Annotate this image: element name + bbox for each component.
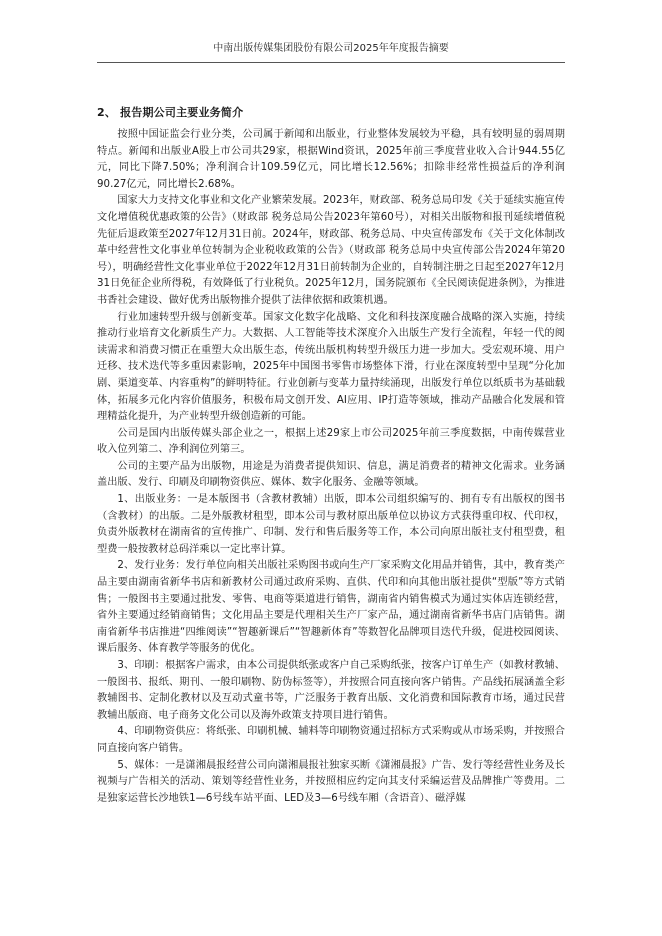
section-heading: 2、 报告期公司主要业务简介 (97, 106, 244, 119)
paragraph-publishing-business: 1、出版业务：一是本版图书（含教材教辅）出版，即本公司组织编写的、拥有专有出版权的图书（含教材）的出版。二是外版教材租型，即本公司与教材原出版单位以协议方式获得重印权、代印权，负责外版教材在湖南省的宣传推广、印制、发行和售后服务等工作，本公司向原出版社支付租型费，租型费一般按教材总码洋乘以一定比率计算。 (97, 494, 565, 555)
paragraph-printing-supplies: 4、印刷物资供应：将纸张、印刷机械、辅料等印刷物资通过招标方式采购或从市场采购，并按照合同直接向客户销售。 (97, 726, 565, 754)
paragraph-industry-overview: 按照中国证监会行业分类，公司属于新闻和出版业，行业整体发展较为平稳，具有较明显的弱周期特点。新闻和出版业A股上市公司共29家，根据Wind资讯，2025年前三季度营业收入合计944.55亿元，同比下降7.50%；净利润合计109.59亿元，同比增长12.56%；扣除非经常性损益后的净利润90.27亿元，同比增长2.68%。 (97, 129, 565, 190)
paragraph-company-position: 公司是国内出版传媒头部企业之一，根据上述29家上市公司2025年前三季度数据，中南传媒营业收入位列第二、净利润位列第三。 (97, 427, 565, 456)
paragraph-main-products: 公司的主要产品为出版物，用途是为消费者提供知识、信息，满足消费者的精神文化需求。业务涵盖出版、发行、印刷及印刷物资供应、媒体、数字化服务、金融等领域。 (97, 460, 565, 489)
paragraph-industry-transformation: 行业加速转型升级与创新变革。国家文化数字化战略、文化和科技深度融合战略的深入实施，持续推动行业培育文化新质生产力。大数据、人工智能等技术深度介入出版生产发行全流程，年轻一代的阅读需求和消费习惯正在重塑大众出版生态，传统出版机构转型升级压力进一步加大。受宏观环境、用户迁移、技术迭代等多重因素影响，2025年中国图书零售市场整体下滑，行业在深度转型中呈现“分化加剧、渠道变革、内容重构”的鲜明特征。行业创新与变革力量持续涌现，出版发行单位以纸质书为基础载体，拓展多元化内容价值服务，积极布局文创开发、AI应用、IP打造等领域，推动产品融合化发展和管理精益化提升，为产业转型升级创造新的可能。 (97, 311, 565, 423)
page-header: 中南出版传媒集团股份有限公司2025年年度报告摘要 (213, 43, 449, 54)
main-content (97, 104, 565, 807)
paragraph-printing-business: 3、印刷：根据客户需求，由本公司提供纸张或客户自己采购纸张，按客户订单生产（如教材教辅、一般图书、报纸、期刊、一般印刷物、防伪标签等），并按照合同直接向客户销售。产品线拓展涵盖全彩教辅图书、定制化教材以及互动式童书等，广泛服务于教育出版、文化消费和国际教育市场，通过民营教辅出版商、电子商务文化公司以及海外政策支持项目进行销售。 (97, 660, 565, 721)
header-divider (97, 62, 565, 63)
paragraph-policy-support: 国家大力支持文化事业和文化产业繁荣发展。2023年，财政部、税务总局印发《关于延续实施宣传文化增值税优惠政策的公告》（财政部 税务总局公告2023年第60号），对相关出版物和报刊延续增值税先征后退政策至2027年12月31日前。2024年，财政部、税务总局、中央宣传部发布《关于文化体制改革中经营性文化事业单位转制为企业税收政策的公告》（财政部 税务总局中央宣传部公告2024年第20号），明确经营性文化事业单位于2022年12月31日前转制为企业的，自转制注册之日起至2027年12月31日免征企业所得税，有效降低了行业税负。2025年12月，国务院颁布《全民阅读促进条例》，为推进书香社会建设、做好优秀出版物推介提供了法律依据和政策机遇。 (97, 195, 565, 306)
paragraph-distribution-business: 2、发行业务：发行单位向相关出版社采购图书或向生产厂家采购文化用品并销售，其中，教育类产品主要由湖南省新华书店和新教材公司通过政府采购、直供、代印和向其他出版社提供“型版”等方式销售；一般图书主要通过批发、零售、电商等渠道进行销售，湖南省内销售模式为通过实体店连锁经营，省外主要通过经销商销售；文化用品主要是代理相关生产厂家产品，通过湖南省新华书店门店销售。湖南省新华书店推进“四维阅读”“智趣新课后”“智趣新体育”等数智化品牌项目迭代升级，促进校园阅读、课后服务、体育教学等服务的优化。 (97, 560, 565, 655)
paragraph-media-business: 5、媒体：一是潇湘晨报经营公司向潇湘晨报社独家买断《潇湘晨报》广告、发行等经营性业务及长视频与广告相关的活动、策划等经营性业务，并按照相应约定向其支付采编运营及品牌推广等费用。二是独家运营长沙地铁1—6号线车站平面、LED及3—6号线车厢（含语音）、磁浮媒 (97, 759, 565, 804)
